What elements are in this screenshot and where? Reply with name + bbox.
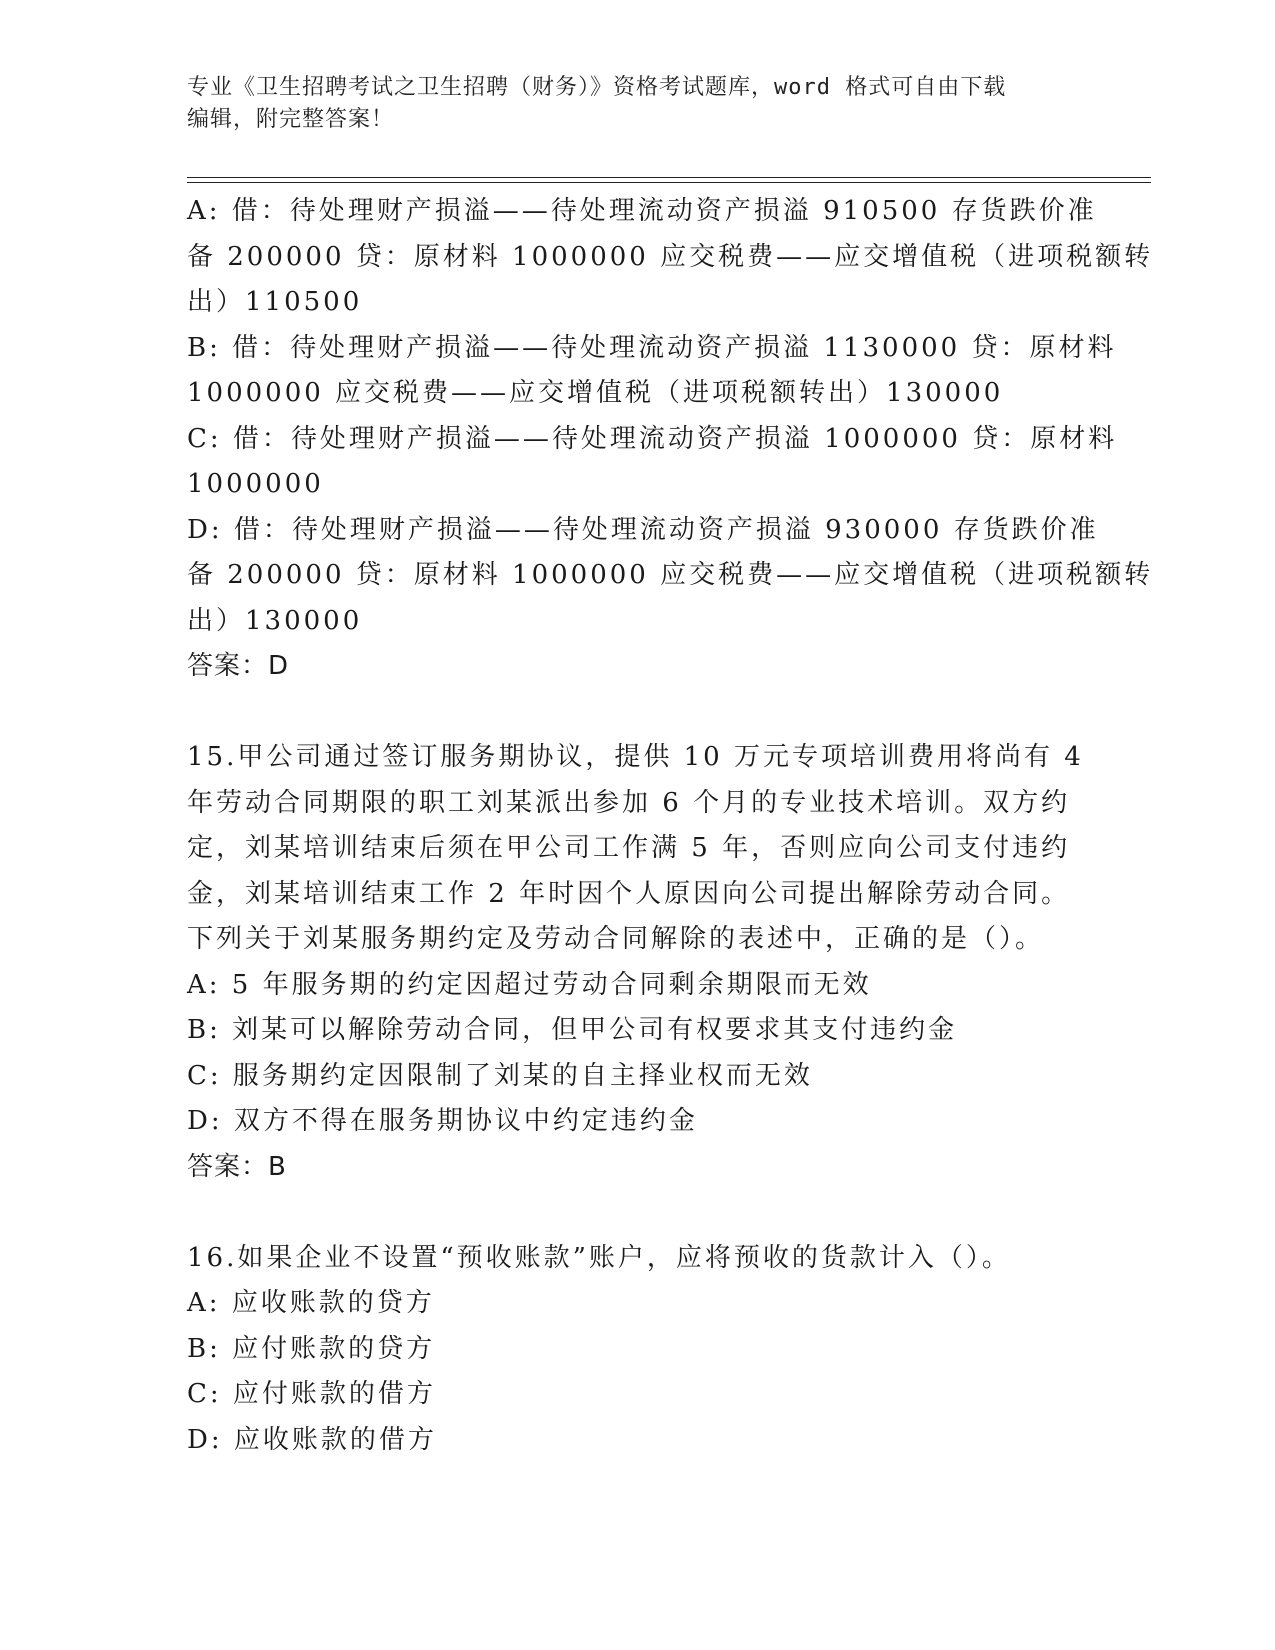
stem-line: 定，刘某培训结束后须在甲公司工作满 5 年，否则应向公司支付违约 [187,833,1071,863]
option-line: D: 借：待处理财产损溢——待处理流动资产损溢 930000 存货跌价准 [187,514,1099,545]
option-c: C: 服务期约定因限制了刘某的自主择业权而无效 [187,1060,813,1091]
document-header [187,72,1087,136]
option-b [187,326,1117,417]
header-rule-bottom [187,182,1151,183]
option-c [187,417,1118,508]
stem-line: 年劳动合同期限的职工刘某派出参加 6 个月的专业技术培训。双方约 [187,787,1071,818]
option-line: A: 借：待处理财产损溢——待处理流动资产损溢 910500 存货跌价准 [187,196,1097,226]
option-line: B: 借：待处理财产损溢——待处理流动资产损溢 1130000 贷：原材料 [187,332,1117,363]
question-15 [187,735,1087,1190]
option-line: C: 借：待处理财产损溢——待处理流动资产损溢 1000000 贷：原材料 [187,423,1118,454]
header-line-2: 编辑，附完整答案！ [187,107,395,132]
option-line: 备 200000 贷：原材料 1000000 应交税费——应交增值税（进项税额转 [187,241,1154,272]
question-16 [187,1236,1087,1464]
header-rule-top [187,177,1151,178]
answer-label: 答案：D [187,651,290,681]
option-c: C: 应付账款的借方 [187,1379,436,1409]
document-body [187,189,1154,1463]
option-a: A: 5 年服务期的约定因超过劳动合同剩余期限而无效 [187,969,872,1000]
option-d: D: 应收账款的借方 [187,1424,437,1455]
option-line: 1000000 应交税费——应交增值税（进项税额转出）130000 [187,378,1004,408]
stem-line: 下列关于刘某服务期约定及劳动合同解除的表述中，正确的是（）。 [187,924,1045,954]
question-14 [187,189,1154,690]
option-line: 出）110500 [187,287,363,317]
answer-label: 答案：B [187,1151,287,1182]
option-line: 1000000 [187,469,324,499]
option-d [187,508,1154,645]
header-line-1: 专业《卫生招聘考试之卫生招聘（财务）》资格考试题库，word 格式可自由下载 [187,75,1007,100]
option-line: 出）130000 [187,605,363,636]
option-a [187,189,1154,326]
option-b: B: 应付账款的贷方 [187,1333,436,1364]
option-b: B: 刘某可以解除劳动合同，但甲公司有权要求其支付违约金 [187,1015,958,1045]
stem-line: 15.甲公司通过签订服务期协议，提供 10 万元专项培训费用将尚有 4 [187,742,1084,772]
spacer [187,1190,1087,1236]
question-stem [187,735,1087,963]
option-line: 备 200000 贷：原材料 1000000 应交税费——应交增值税（进项税额转 [187,560,1154,590]
stem-line: 金，刘某培训结束工作 2 年时因个人原因向公司提出解除劳动合同。 [187,878,1071,909]
option-a: A: 应收账款的贷方 [187,1288,435,1318]
spacer [187,690,1087,736]
stem-line: 16.如果企业不设置“预收账款”账户，应将预收的货款计入（）。 [187,1242,1011,1273]
option-d: D: 双方不得在服务期协议中约定违约金 [187,1106,698,1136]
